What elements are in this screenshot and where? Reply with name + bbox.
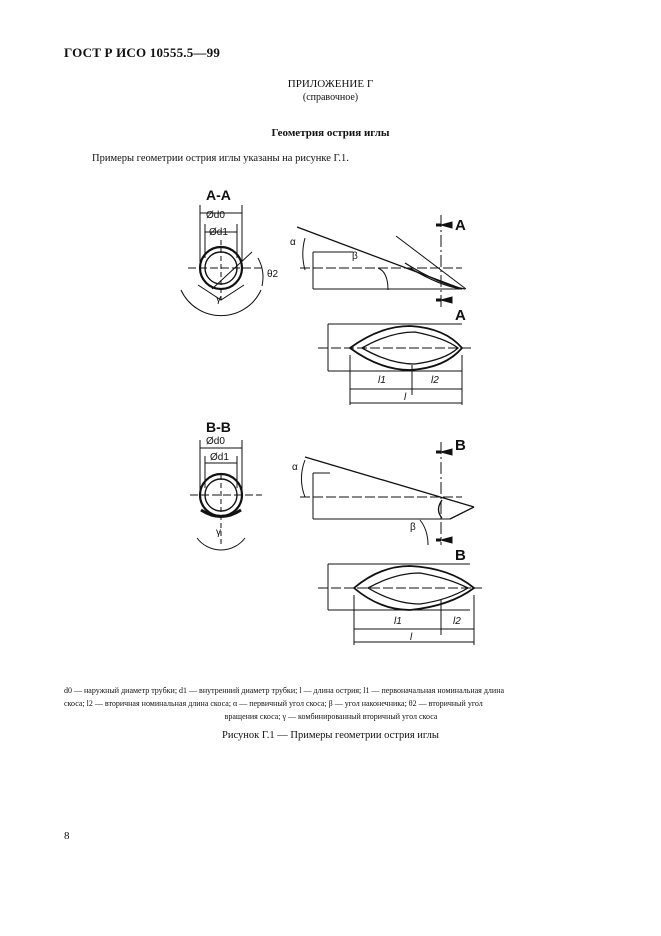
- needle-top-view-b: [318, 564, 482, 645]
- document-header: ГОСТ Р ИСО 10555.5—99: [64, 45, 221, 60]
- needle-top-view-a: [318, 324, 472, 405]
- label-l-b: l: [410, 632, 413, 643]
- section-aa-crosssection: [181, 205, 263, 316]
- label-l-a: l: [404, 392, 407, 403]
- legend-line-1: d0 — наружный диаметр трубки; d1 — внутренний диаметр трубки; l — длина острия; l1 — первоначальная номинальная длина: [64, 686, 505, 695]
- figure-legend: [64, 684, 598, 723]
- annex-subtitle: (справочное): [302, 92, 359, 103]
- intro-paragraph: Примеры геометрии острия иглы указаны на рисунке Г.1.: [92, 153, 349, 164]
- label-beta-a: β: [352, 251, 358, 262]
- cut-label-b-top: В: [455, 437, 466, 454]
- label-gamma-a: γ: [216, 294, 221, 305]
- legend-line-2: скоса; l2 — вторичная номинальная длина скоса; α — первичный угол скоса; β — угол наконечника; θ2 — вторичный угол: [64, 699, 483, 708]
- label-l1-b: l1: [394, 616, 402, 627]
- label-l2-b: l2: [453, 616, 461, 627]
- label-alpha-a: α: [290, 237, 296, 248]
- label-d1-b: Ød1: [210, 452, 229, 463]
- label-gamma-b: γ: [216, 527, 221, 538]
- cut-label-a-top: А: [455, 217, 466, 234]
- label-d0-a: Ød0: [206, 210, 225, 221]
- label-alpha-b: α: [292, 462, 298, 473]
- annex-title: ПРИЛОЖЕНИЕ Г: [287, 78, 374, 90]
- section-aa-label: А-А: [206, 187, 231, 203]
- cut-label-a-bottom: А: [455, 307, 466, 324]
- label-theta2: θ2: [267, 269, 279, 280]
- label-d0-b: Ød0: [206, 436, 225, 447]
- legend-line-3: вращения скоса; γ — комбинированный вторичный угол скоса: [224, 712, 438, 721]
- page-number: 8: [64, 830, 70, 842]
- needle-side-view-a: [297, 215, 466, 310]
- label-beta-b: β: [410, 522, 416, 533]
- needle-side-view-b: [300, 442, 474, 545]
- label-l2-a: l2: [431, 375, 439, 386]
- section-bb-label: В-В: [206, 419, 231, 435]
- label-d1-a: Ød1: [209, 227, 228, 238]
- cut-label-b-bottom: В: [455, 547, 466, 564]
- label-l1-a: l1: [378, 375, 386, 386]
- figure-caption: Рисунок Г.1 — Примеры геометрии острия иглы: [222, 730, 439, 741]
- section-title: Геометрия острия иглы: [271, 127, 390, 139]
